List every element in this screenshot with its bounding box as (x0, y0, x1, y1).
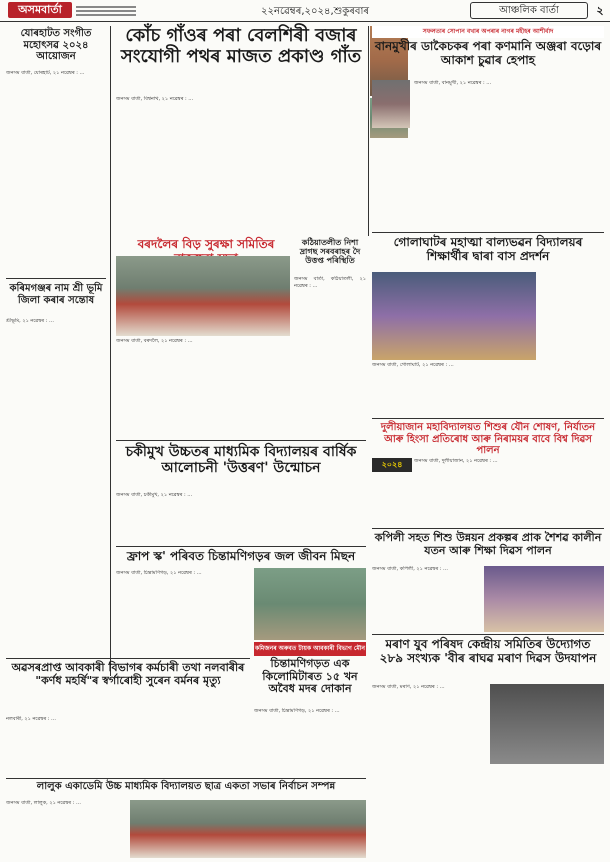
headline-liquor[interactable]: চিন্তামণিগড়ত এক কিলোমিটাৰত ১৫ খন অবৈধ মদৰ দোকান (262, 657, 358, 696)
left-headline-2[interactable]: কৰিমগঞ্জৰ নাম শ্ৰী ভূমি জিলা কৰাৰ সন্তোষ (9, 283, 103, 306)
divider (116, 546, 366, 547)
anjara-portrait[interactable] (372, 80, 410, 128)
meeting-article-cont (204, 338, 290, 438)
main-article-col1: জনসম বাৰ্তা, বিশ্বনাথ, ২১ নৱেম্বৰ : … (116, 96, 194, 102)
jal-jeevan-article: জনসম বাৰ্তা, চিন্তামণিগড়, ২১ নৱেম্বৰ : … (116, 570, 202, 576)
anjara-article-cont (510, 80, 604, 230)
golaghat-article: জনসম বাৰ্তা, গোলাঘাট, ২১ নৱেম্বৰ : … (372, 362, 454, 368)
kopili-photo[interactable] (484, 566, 604, 632)
left-article-1: জনসম বাৰ্তা, যোৰহাট, ২১ নৱেম্বৰ : … (6, 70, 85, 76)
column-rule (110, 26, 111, 676)
headline-moran[interactable]: মৰাণ যুব পৰিষদ কেন্দ্ৰীয় সমিতিৰ উদ্যোগত ২৮৯ সংখ্যক 'বীৰ ৰাঘৱ মৰাণ দিৱস উদযাপন (379, 637, 597, 665)
anjara-article: জনসম বাৰ্তা, বানমুখী, ২১ নৱেম্বৰ : … (414, 80, 492, 86)
chakimukh-article: জনসম বাৰ্তা, চকীমুখ, ২১ নৱেম্বৰ : … (116, 492, 193, 498)
newspaper-logo[interactable]: অসমবাৰ্তা (8, 2, 72, 18)
section-tab[interactable]: আঞ্চলিক বাৰ্তা (470, 2, 588, 19)
main-article-col2 (244, 96, 366, 236)
duliajan-article-lead (372, 474, 412, 526)
headline-anjara[interactable]: বানমুখীৰ ডাকৈচকৰ পৰা কণমানি অঞ্জৰা বড়োৰ আকাশ চুৱাৰ হেপাহ (374, 39, 602, 67)
moran-photo[interactable] (490, 684, 604, 764)
meeting-article: জনসম বাৰ্তা, বৰদলৈ, ২১ নৱেম্বৰ : … (116, 338, 193, 344)
laluk-article: জনসম বাৰ্তা, লালুক, ২১ নৱেম্বৰ : … (6, 800, 81, 806)
anjara-article-lead (372, 130, 410, 230)
duliajan-article: জনসম বাৰ্তা, দুলীয়াজান, ২১ নৱেম্বৰ : … (414, 458, 498, 464)
left-article-2: শ্ৰীভূমি, ২১ নৱেম্বৰ : … (6, 318, 54, 324)
left-headline-3[interactable]: অৱসৰপ্ৰাপ্ত আবকাৰী বিভাগৰ কৰ্মচাৰী তথা নলবাৰীৰ "কৰ্ণধ মহৰ্ষি"ৰ স্বৰ্গাৰোহী সুৰেন বৰ্মনৰ মৃত্যু (11, 661, 245, 687)
headline-jal-jeevan[interactable]: ফ্ৰাপ স্ক' পৰিবত চিন্তামণিগড়ৰ জল জীবন মিছন (126, 549, 356, 563)
divider (6, 278, 106, 279)
moran-article-cont (490, 768, 604, 854)
headline-side[interactable]: কঠিয়াতলীত নিশা দ্ৰাগছ সৰবৰাহৰ দৈ উত্তপ্ত পৰিস্থিতি (299, 237, 361, 266)
divider (372, 634, 604, 635)
golaghat-article-side (540, 272, 604, 360)
logo-tagline (76, 4, 136, 16)
headline-duliajan[interactable]: দুলীয়াজান মহাবিদ্যালয়ত শিশুৰ যৌন শোষণ, নিৰ্যাতন আৰু হিংসা প্ৰতিৰোধ আৰু নিৰাময়ৰ বাবে বিশ্ব দিৱস পালন (380, 422, 596, 456)
divider (372, 418, 604, 419)
headline-chakimukh[interactable]: চকীমুখ উচ্চতৰ মাধ্যমিক বিদ্যালয়ৰ বাৰ্ষিক আলোচনী 'উত্তৰণ' উন্মোচন (125, 444, 357, 477)
left-headline-1[interactable]: যোৰহাটত সংগীত মহোৎসৱ ২০২৪ আয়োজন (20, 28, 92, 62)
divider (116, 440, 366, 441)
right-kicker: সফলতাৰ সোপান বখাৰ অপৰাৰ নাগৰ মহীহৰ আশীৰ্বাদ (372, 26, 604, 38)
kopili-article: জনসম বাৰ্তা, কপিলী, ২১ নৱেম্বৰ : … (372, 566, 449, 572)
divider (6, 778, 366, 779)
headline-kopili[interactable]: কপিলী সহত শিশু উন্নয়ন প্ৰকল্পৰ প্ৰাক শৈশৱ কালীন যতন আৰু শিক্ষা দিৱস পালন (374, 531, 602, 557)
year-badge: ২০২৪ (372, 458, 412, 472)
headline-golaghat[interactable]: গোলাঘাটৰ মহাত্মা বাল্যভৱন বিদ্যালয়ৰ শিক্ষাৰ্থীৰ দ্বাৰা বাস প্ৰদৰ্শন (393, 235, 583, 263)
headline-meeting[interactable]: বৰদলৈৰ বিড় সুৰক্ষা সমিতিৰ (137, 237, 275, 251)
moran-article: জনসম বাৰ্তা, মৰাণ, ২১ নৱেম্বৰ : … (372, 684, 445, 690)
divider (372, 528, 604, 529)
water-tank-photo[interactable] (254, 568, 366, 640)
headline-laluk[interactable]: লালুক একাডেমি উচ্চ মাধ্যমিক বিদ্যালয়ত ছাত্ৰ একতা সভাৰ নিৰ্বাচন সম্পন্ন (36, 781, 336, 792)
column-rule (368, 26, 369, 236)
page-number: ২ (596, 4, 604, 17)
dateline: ২২নৱেম্বৰ,২০২৪,শুকুৰবাৰ (260, 6, 370, 17)
liquor-kicker: কমিজনৰ অৰুবত টায়ক আবকাৰী বিভাগ মৌন (254, 642, 366, 656)
meeting-photo[interactable] (116, 256, 290, 336)
main-headline[interactable]: কোঁচ গাঁওৰ পৰা বেলশিৰী বজাৰ সংযোগী পথৰ মাজত প্ৰকাণ্ড গাঁত (120, 25, 362, 67)
divider (372, 232, 604, 233)
liquor-article: জনসম বাৰ্তা, চিন্তামণিগড়, ২১ নৱেম্বৰ : … (254, 708, 340, 714)
side-article: জনসম বাৰ্তা, কঠিয়াতলী, ২১ নৱেম্বৰ : … (294, 276, 366, 289)
laluk-group-photo[interactable] (130, 800, 366, 858)
stage-performance-photo[interactable] (372, 272, 536, 360)
left-article-3: নলবাৰী, ২১ নৱেম্বৰ : … (6, 716, 56, 722)
